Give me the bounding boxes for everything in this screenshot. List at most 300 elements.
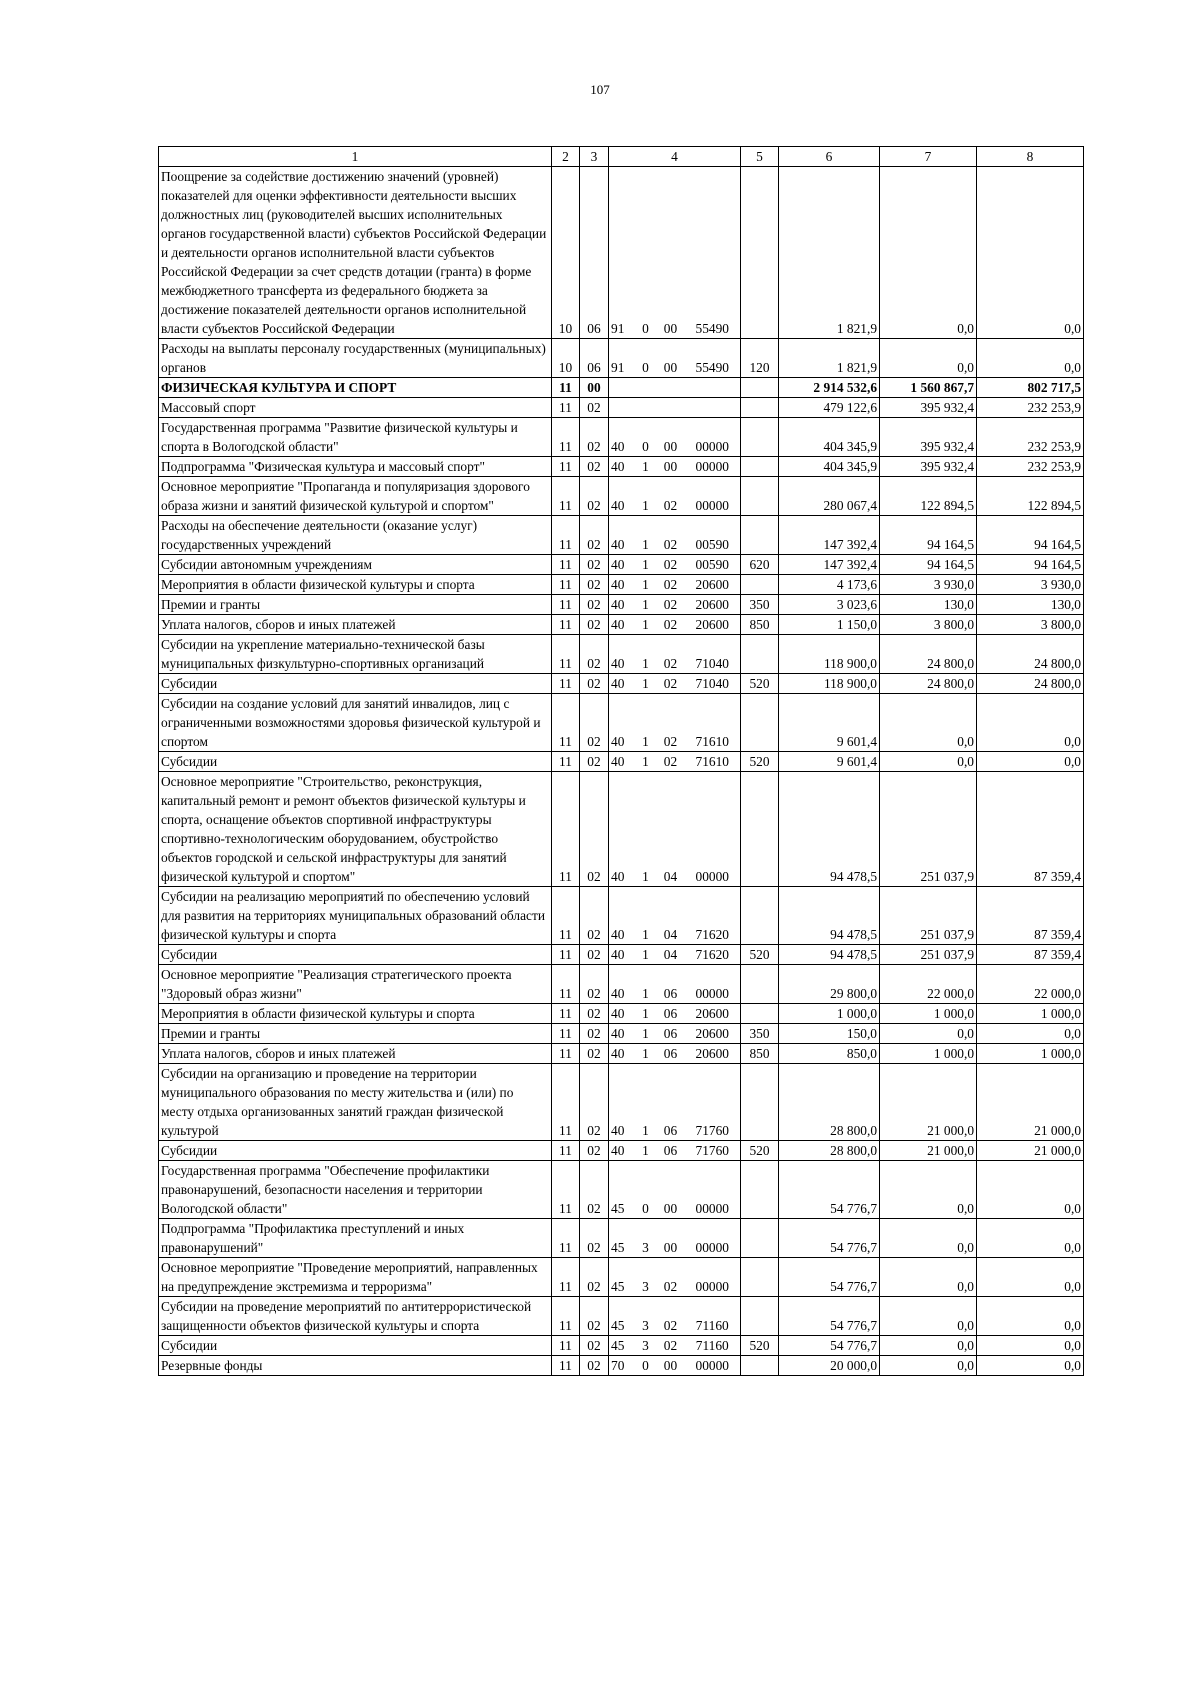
table-row: [159, 418, 1084, 457]
subprogram-code: [635, 398, 657, 418]
header-row: [159, 147, 1084, 167]
expense-type-code: 520: [741, 1336, 779, 1356]
amount-col-6: 1 821,9: [779, 167, 880, 339]
expense-type-code: [741, 1064, 779, 1141]
section-code: 11: [552, 694, 580, 752]
expense-type-code: 520: [741, 674, 779, 694]
subprogram-code: 1: [635, 1064, 657, 1141]
direction-code: 20600: [685, 575, 741, 595]
section-code: 11: [552, 752, 580, 772]
subprogram-code: 1: [635, 457, 657, 477]
amount-col-6: 28 800,0: [779, 1064, 880, 1141]
row-description: Государственная программа "Развитие физической культуры и спорта в Вологодской области": [159, 418, 552, 457]
section-code: 11: [552, 1161, 580, 1219]
header-col-3: 3: [580, 147, 609, 167]
subsection-code: 02: [580, 1141, 609, 1161]
direction-code: 55490: [685, 339, 741, 378]
subprogram-code: 1: [635, 945, 657, 965]
section-code: 11: [552, 1336, 580, 1356]
subsection-code: 02: [580, 1044, 609, 1064]
event-code: 04: [657, 887, 685, 945]
section-code: 11: [552, 615, 580, 635]
table-row: [159, 694, 1084, 752]
direction-code: 20600: [685, 1004, 741, 1024]
amount-col-8: 1 000,0: [977, 1044, 1084, 1064]
amount-col-8: 0,0: [977, 1024, 1084, 1044]
row-description: Субсидии: [159, 1336, 552, 1356]
subsection-code: 02: [580, 752, 609, 772]
subprogram-code: 1: [635, 965, 657, 1004]
amount-col-7: 21 000,0: [880, 1064, 977, 1141]
amount-col-6: 404 345,9: [779, 457, 880, 477]
table-row: [159, 1356, 1084, 1376]
event-code: 00: [657, 167, 685, 339]
direction-code: 71620: [685, 945, 741, 965]
subsection-code: 02: [580, 1219, 609, 1258]
subsection-code: 02: [580, 1161, 609, 1219]
program-code: 40: [609, 457, 635, 477]
amount-col-7: 251 037,9: [880, 945, 977, 965]
amount-col-8: 24 800,0: [977, 674, 1084, 694]
event-code: 02: [657, 635, 685, 674]
program-code: 40: [609, 674, 635, 694]
direction-code: 20600: [685, 1024, 741, 1044]
amount-col-7: 0,0: [880, 752, 977, 772]
expense-type-code: 520: [741, 752, 779, 772]
event-code: 06: [657, 1044, 685, 1064]
row-description: Резервные фонды: [159, 1356, 552, 1376]
amount-col-8: 0,0: [977, 1297, 1084, 1336]
row-description: Подпрограмма "Физическая культура и массовый спорт": [159, 457, 552, 477]
program-code: 45: [609, 1161, 635, 1219]
event-code: 02: [657, 1297, 685, 1336]
section-code: 11: [552, 1044, 580, 1064]
row-description: Массовый спорт: [159, 398, 552, 418]
amount-col-6: 147 392,4: [779, 555, 880, 575]
amount-col-7: 122 894,5: [880, 477, 977, 516]
program-code: 70: [609, 1356, 635, 1376]
amount-col-7: 1 000,0: [880, 1044, 977, 1064]
program-code: 40: [609, 1024, 635, 1044]
amount-col-8: 232 253,9: [977, 398, 1084, 418]
amount-col-7: 22 000,0: [880, 965, 977, 1004]
table-row: [159, 555, 1084, 575]
amount-col-6: 94 478,5: [779, 887, 880, 945]
row-description: Субсидии на проведение мероприятий по антитеррористической защищенности объектов физической культуры и спорта: [159, 1297, 552, 1336]
section-code: 11: [552, 575, 580, 595]
event-code: 04: [657, 945, 685, 965]
subprogram-code: 3: [635, 1297, 657, 1336]
table-row: [159, 772, 1084, 887]
event-code: 02: [657, 1336, 685, 1356]
expense-type-code: [741, 772, 779, 887]
section-code: 11: [552, 1141, 580, 1161]
expense-type-code: [741, 418, 779, 457]
subprogram-code: 1: [635, 674, 657, 694]
amount-col-7: 251 037,9: [880, 772, 977, 887]
section-code: 11: [552, 555, 580, 575]
row-description: Основное мероприятие "Проведение мероприятий, направленных на предупреждение экстремизма и терроризма": [159, 1258, 552, 1297]
table-row: [159, 398, 1084, 418]
amount-col-8: 21 000,0: [977, 1141, 1084, 1161]
event-code: 00: [657, 1161, 685, 1219]
header-col-4: 4: [609, 147, 741, 167]
amount-col-7: 0,0: [880, 1258, 977, 1297]
amount-col-8: 0,0: [977, 1356, 1084, 1376]
amount-col-8: 0,0: [977, 1161, 1084, 1219]
row-description: Основное мероприятие "Пропаганда и популяризация здорового образа жизни и занятий физической культурой и спортом": [159, 477, 552, 516]
expense-type-code: [741, 1219, 779, 1258]
subprogram-code: 0: [635, 1161, 657, 1219]
program-code: 40: [609, 1004, 635, 1024]
program-code: 40: [609, 477, 635, 516]
event-code: 02: [657, 516, 685, 555]
amount-col-7: 395 932,4: [880, 398, 977, 418]
expense-type-code: [741, 378, 779, 398]
subsection-code: 02: [580, 945, 609, 965]
row-description: Поощрение за содействие достижению значений (уровней) показателей для оценки эффективности деятельности высших должностных лиц (руководителей высших исполнительных органов государственной власти) субъектов Российской Федерации и деятельности органов исполнительной власти субъектов Российской Федерации за счет средств дотации (гранта) в форме межбюджетного трансферта из федерального бюджета за достижение показателей деятельности органов исполнительной власти субъектов Российской Федерации: [159, 167, 552, 339]
amount-col-7: 0,0: [880, 167, 977, 339]
direction-code: 71610: [685, 752, 741, 772]
section-code: 11: [552, 674, 580, 694]
program-code: 40: [609, 516, 635, 555]
direction-code: 71040: [685, 674, 741, 694]
amount-col-7: 395 932,4: [880, 418, 977, 457]
amount-col-6: 850,0: [779, 1044, 880, 1064]
event-code: [657, 398, 685, 418]
subsection-code: 06: [580, 167, 609, 339]
amount-col-6: 54 776,7: [779, 1219, 880, 1258]
subsection-code: 06: [580, 339, 609, 378]
program-code: [609, 398, 635, 418]
table-row: [159, 1219, 1084, 1258]
expense-type-code: [741, 965, 779, 1004]
amount-col-7: 24 800,0: [880, 635, 977, 674]
program-code: 40: [609, 1044, 635, 1064]
amount-col-6: 54 776,7: [779, 1297, 880, 1336]
amount-col-8: 87 359,4: [977, 945, 1084, 965]
section-code: 11: [552, 398, 580, 418]
table-row: [159, 1024, 1084, 1044]
amount-col-6: 54 776,7: [779, 1161, 880, 1219]
subprogram-code: 1: [635, 694, 657, 752]
amount-col-6: 9 601,4: [779, 752, 880, 772]
row-description: Премии и гранты: [159, 1024, 552, 1044]
subsection-code: 02: [580, 477, 609, 516]
amount-col-6: 54 776,7: [779, 1336, 880, 1356]
direction-code: 00000: [685, 965, 741, 1004]
amount-col-8: 94 164,5: [977, 516, 1084, 555]
subsection-code: 00: [580, 378, 609, 398]
row-description: ФИЗИЧЕСКАЯ КУЛЬТУРА И СПОРТ: [159, 378, 552, 398]
table-row: [159, 575, 1084, 595]
program-code: 40: [609, 1064, 635, 1141]
event-code: 02: [657, 615, 685, 635]
row-description: Уплата налогов, сборов и иных платежей: [159, 1044, 552, 1064]
subprogram-code: 1: [635, 752, 657, 772]
amount-col-6: 94 478,5: [779, 945, 880, 965]
subprogram-code: 0: [635, 1356, 657, 1376]
table-row: [159, 615, 1084, 635]
section-code: 10: [552, 167, 580, 339]
row-description: Субсидии: [159, 674, 552, 694]
amount-col-7: 0,0: [880, 339, 977, 378]
subprogram-code: 1: [635, 615, 657, 635]
table-row: [159, 1336, 1084, 1356]
program-code: 40: [609, 555, 635, 575]
direction-code: 71160: [685, 1297, 741, 1336]
subprogram-code: 1: [635, 595, 657, 615]
section-code: 11: [552, 418, 580, 457]
header-col-7: 7: [880, 147, 977, 167]
direction-code: 55490: [685, 167, 741, 339]
event-code: 02: [657, 575, 685, 595]
table-row: [159, 1064, 1084, 1141]
amount-col-8: 87 359,4: [977, 772, 1084, 887]
amount-col-6: 1 150,0: [779, 615, 880, 635]
program-code: 40: [609, 945, 635, 965]
header-col-5: 5: [741, 147, 779, 167]
expense-type-code: [741, 516, 779, 555]
table-row: [159, 378, 1084, 398]
subsection-code: 02: [580, 1024, 609, 1044]
event-code: [657, 378, 685, 398]
amount-col-6: 9 601,4: [779, 694, 880, 752]
amount-col-8: 0,0: [977, 1258, 1084, 1297]
direction-code: [685, 398, 741, 418]
event-code: 06: [657, 965, 685, 1004]
amount-col-8: 94 164,5: [977, 555, 1084, 575]
table-row: [159, 1141, 1084, 1161]
expense-type-code: [741, 1356, 779, 1376]
amount-col-8: 232 253,9: [977, 457, 1084, 477]
budget-table: [158, 146, 1084, 1376]
expense-type-code: [741, 1297, 779, 1336]
direction-code: 71760: [685, 1064, 741, 1141]
table-row: [159, 1004, 1084, 1024]
section-code: 11: [552, 1258, 580, 1297]
program-code: 40: [609, 1141, 635, 1161]
subprogram-code: 1: [635, 477, 657, 516]
event-code: 00: [657, 1356, 685, 1376]
section-code: 11: [552, 378, 580, 398]
event-code: 00: [657, 457, 685, 477]
amount-col-6: 280 067,4: [779, 477, 880, 516]
amount-col-6: 479 122,6: [779, 398, 880, 418]
amount-col-6: 28 800,0: [779, 1141, 880, 1161]
section-code: 11: [552, 945, 580, 965]
row-description: Расходы на выплаты персоналу государственных (муниципальных) органов: [159, 339, 552, 378]
amount-col-8: 232 253,9: [977, 418, 1084, 457]
table-row: [159, 457, 1084, 477]
header-col-1: 1: [159, 147, 552, 167]
expense-type-code: [741, 694, 779, 752]
amount-col-7: 94 164,5: [880, 516, 977, 555]
event-code: 02: [657, 674, 685, 694]
expense-type-code: 620: [741, 555, 779, 575]
program-code: 91: [609, 339, 635, 378]
row-description: Основное мероприятие "Строительство, реконструкция, капитальный ремонт и ремонт объектов физической культуры и спорта, оснащение объектов спортивной инфраструктуры спортивно-технологическим оборудованием, обустройство объектов городской и сельской инфраструктуры для занятий физической культурой и спортом": [159, 772, 552, 887]
expense-type-code: 520: [741, 1141, 779, 1161]
row-description: Субсидии: [159, 752, 552, 772]
subsection-code: 02: [580, 965, 609, 1004]
amount-col-8: 130,0: [977, 595, 1084, 615]
amount-col-6: 54 776,7: [779, 1258, 880, 1297]
program-code: 40: [609, 615, 635, 635]
expense-type-code: [741, 398, 779, 418]
row-description: Государственная программа "Обеспечение профилактики правонарушений, безопасности населения и территории Вологодской области": [159, 1161, 552, 1219]
header-col-8: 8: [977, 147, 1084, 167]
subprogram-code: 1: [635, 575, 657, 595]
event-code: 02: [657, 477, 685, 516]
program-code: 40: [609, 575, 635, 595]
subprogram-code: 3: [635, 1336, 657, 1356]
direction-code: 71160: [685, 1336, 741, 1356]
subprogram-code: 1: [635, 1044, 657, 1064]
amount-col-8: 802 717,5: [977, 378, 1084, 398]
row-description: Субсидии: [159, 1141, 552, 1161]
section-code: 11: [552, 516, 580, 555]
program-code: 40: [609, 887, 635, 945]
program-code: 91: [609, 167, 635, 339]
subsection-code: 02: [580, 418, 609, 457]
event-code: 06: [657, 1004, 685, 1024]
amount-col-8: 0,0: [977, 1336, 1084, 1356]
subprogram-code: 0: [635, 167, 657, 339]
subprogram-code: [635, 378, 657, 398]
amount-col-6: 2 914 532,6: [779, 378, 880, 398]
amount-col-7: 24 800,0: [880, 674, 977, 694]
amount-col-6: 20 000,0: [779, 1356, 880, 1376]
amount-col-8: 3 800,0: [977, 615, 1084, 635]
direction-code: 00000: [685, 418, 741, 457]
section-code: 11: [552, 772, 580, 887]
program-code: 40: [609, 595, 635, 615]
direction-code: [685, 378, 741, 398]
row-description: Субсидии: [159, 945, 552, 965]
expense-type-code: 850: [741, 1044, 779, 1064]
amount-col-7: 3 930,0: [880, 575, 977, 595]
amount-col-6: 3 023,6: [779, 595, 880, 615]
subsection-code: 02: [580, 1064, 609, 1141]
amount-col-7: 3 800,0: [880, 615, 977, 635]
amount-col-7: 1 000,0: [880, 1004, 977, 1024]
row-description: Субсидии автономным учреждениям: [159, 555, 552, 575]
subprogram-code: 3: [635, 1219, 657, 1258]
expense-type-code: [741, 1258, 779, 1297]
table-row: [159, 635, 1084, 674]
section-code: 10: [552, 339, 580, 378]
expense-type-code: [741, 1004, 779, 1024]
amount-col-8: 0,0: [977, 1219, 1084, 1258]
subsection-code: 02: [580, 1336, 609, 1356]
event-code: 00: [657, 1219, 685, 1258]
subprogram-code: 0: [635, 418, 657, 457]
amount-col-6: 118 900,0: [779, 674, 880, 694]
program-code: 45: [609, 1219, 635, 1258]
amount-col-7: 0,0: [880, 1161, 977, 1219]
event-code: 02: [657, 1258, 685, 1297]
direction-code: 20600: [685, 595, 741, 615]
subprogram-code: 3: [635, 1258, 657, 1297]
event-code: 02: [657, 694, 685, 752]
row-description: Субсидии на создание условий для занятий инвалидов, лиц с ограниченными возможностями здоровья физической культурой и спортом: [159, 694, 552, 752]
amount-col-7: 395 932,4: [880, 457, 977, 477]
row-description: Уплата налогов, сборов и иных платежей: [159, 615, 552, 635]
amount-col-8: 0,0: [977, 339, 1084, 378]
direction-code: 71610: [685, 694, 741, 752]
expense-type-code: [741, 887, 779, 945]
amount-col-7: 0,0: [880, 1297, 977, 1336]
subsection-code: 02: [580, 398, 609, 418]
event-code: 00: [657, 339, 685, 378]
page-number: 107: [590, 82, 610, 97]
table-row: [159, 887, 1084, 945]
subsection-code: 02: [580, 772, 609, 887]
subsection-code: 02: [580, 694, 609, 752]
section-code: 11: [552, 457, 580, 477]
expense-type-code: 520: [741, 945, 779, 965]
direction-code: 00000: [685, 1161, 741, 1219]
expense-type-code: [741, 457, 779, 477]
amount-col-7: 0,0: [880, 694, 977, 752]
table-body: [159, 167, 1084, 1376]
row-description: Подпрограмма "Профилактика преступлений и иных правонарушений": [159, 1219, 552, 1258]
table-row: [159, 167, 1084, 339]
direction-code: 00590: [685, 555, 741, 575]
expense-type-code: 850: [741, 615, 779, 635]
direction-code: 00000: [685, 457, 741, 477]
table-row: [159, 965, 1084, 1004]
amount-col-7: 94 164,5: [880, 555, 977, 575]
subprogram-code: 1: [635, 555, 657, 575]
event-code: 02: [657, 555, 685, 575]
expense-type-code: [741, 635, 779, 674]
table-row: [159, 752, 1084, 772]
section-code: 11: [552, 1004, 580, 1024]
program-code: 40: [609, 635, 635, 674]
section-code: 11: [552, 477, 580, 516]
subsection-code: 02: [580, 674, 609, 694]
direction-code: 20600: [685, 615, 741, 635]
program-code: 40: [609, 752, 635, 772]
subsection-code: 02: [580, 615, 609, 635]
subsection-code: 02: [580, 595, 609, 615]
event-code: 00: [657, 418, 685, 457]
expense-type-code: [741, 575, 779, 595]
amount-col-8: 1 000,0: [977, 1004, 1084, 1024]
subsection-code: 02: [580, 1258, 609, 1297]
row-description: Субсидии на организацию и проведение на территории муниципального образования по месту жительства и (или) по месту отдыха организованных занятий граждан физической культурой: [159, 1064, 552, 1141]
expense-type-code: 120: [741, 339, 779, 378]
program-code: 40: [609, 694, 635, 752]
expense-type-code: [741, 1161, 779, 1219]
subprogram-code: 1: [635, 772, 657, 887]
event-code: 06: [657, 1064, 685, 1141]
subsection-code: 02: [580, 575, 609, 595]
expense-type-code: 350: [741, 595, 779, 615]
table-row: [159, 945, 1084, 965]
table-row: [159, 1258, 1084, 1297]
program-code: 40: [609, 418, 635, 457]
subsection-code: 02: [580, 457, 609, 477]
subprogram-code: 1: [635, 1004, 657, 1024]
direction-code: 71760: [685, 1141, 741, 1161]
section-code: 11: [552, 965, 580, 1004]
amount-col-7: 21 000,0: [880, 1141, 977, 1161]
section-code: 11: [552, 1356, 580, 1376]
row-description: Субсидии на укрепление материально-технической базы муниципальных физкультурно-спортивных организаций: [159, 635, 552, 674]
